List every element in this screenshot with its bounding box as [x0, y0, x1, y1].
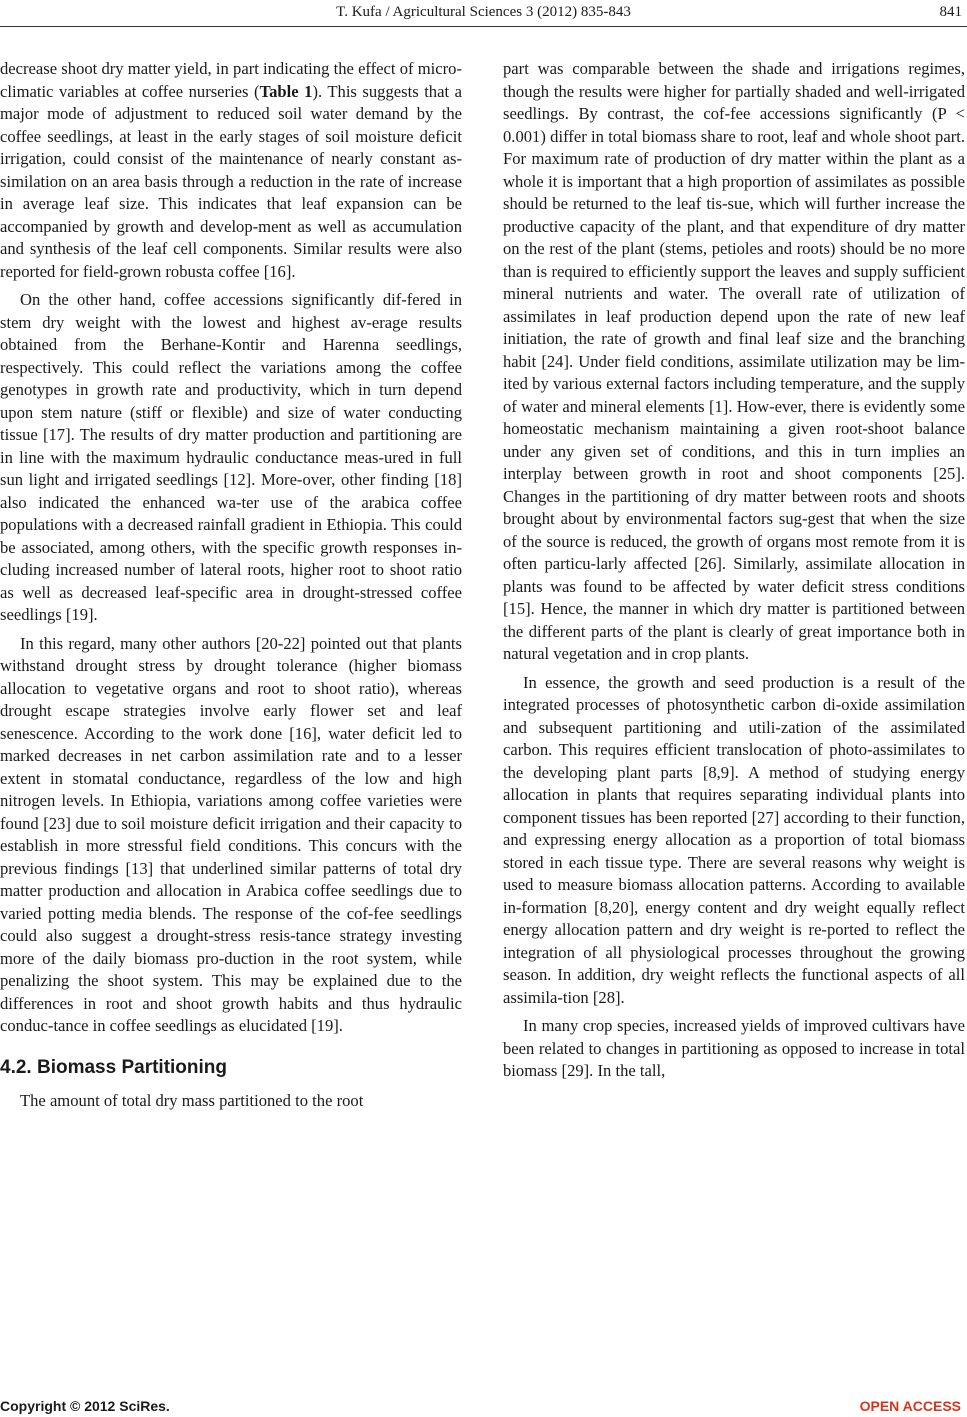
paragraph: On the other hand, coffee accessions significantly dif-fered in stem dry weight with the lowest and highest av-erage results obtained from the Berhane-Kontir and Harenna seedlings, respectively. This could reflect the variations among the coffee genotypes in growth rate and productivity, which in turn depend upon stem nature (stiff or flexible) and size of water conducting tissue [17]. The results of dry matter production and partitioning are in line with the maximum hydraulic conductance meas-ured in full sun light and irrigated seedlings [12]. More-over, other finding [18] also indicated the enhanced wa-ter use of the arabica coffee populations with a decreased rainfall gradient in Ethiopia. This could be associated, among others, with the specific growth responses in-cluding increased number of lateral roots, higher root to shoot ratio as well as decreased leaf-specific area in drought-stressed coffee seedlings [19]. [0, 290, 462, 624]
paragraph-text: decrease shoot dry matter yield, in part indicating the effect of micro-climatic variables at coffee nurseries ( [0, 59, 462, 101]
paragraph: part was comparable between the shade and irrigations regimes, though the results were higher for partially shaded and well-irrigated seedlings. By contrast, the cof-fee accessions significantly (P < 0.001) differ in total biomass share to root, leaf and whole shoot part. For maximum rate of production of dry matter within the plant as a whole it is important that a high proportion of assimilates as possible should be returned to the leaf tis-sue, which will further increase the productive capacity of the plant, and that expenditure of dry matter on the rest of the plant (stems, petioles and roots) should be no more than is required to efficiently support the leaves and supply sufficient mineral nutrients and water. The overall rate of utilization of assimilates in leaf production depend upon the rate of new leaf initiation, the rate of growth and final leaf size and the branching habit [24]. Under field conditions, assimilate utilization may be lim-ited by various external factors including temperature, and the supply of water and mineral elements [1]. How-ever, there is evidently some homeostatic mechanism maintaining a given root-shoot balance under any given set of conditions, and this in turn implies an interplay between growth in root and shoot components [25]. Changes in the partitioning of dry matter between roots and shoots brought about by environmental factors sug-gest that when the size of the source is reduced, the growth of organs most remote from it is often particu-larly affected [26]. Similarly, assimilate allocation in plants was found to be affected by water deficit stress conditions [15]. Hence, the manner in which dry matter is partitioned between the different parts of the plant is clearly of great importance both in natural vegetation and in crop plants. [503, 59, 965, 663]
open-access-label: OPEN ACCESS [859, 1398, 961, 1414]
left-column [0, 58, 462, 1113]
page-number: 841 [939, 4, 962, 20]
paragraph: The amount of total dry mass partitioned to the root [20, 1091, 364, 1110]
paragraph: In essence, the growth and seed production is a result of the integrated processes of photosynthetic carbon di-oxide assimilation and subsequent partitioning and utili-zation of the assimilated carbon. This requires efficient translocation of photo-assimilates to the developing plant parts [8,9]. A method of studying energy allocation in plants that requires separating individual plants into component tissues has been reported [27] according to their function, and expressing energy allocation as a proportion of total biomass stored in each tissue type. There are several reasons why weight is used to measure biomass allocation patterns. According to available in-formation [8,20], energy content and dry weight equally reflect energy allocation pattern and dry weight is re-ported to reflect the integration of all physiological processes throughout the growing season. In addition, dry weight reflects the functional aspects of all assimila-tion [28]. [503, 672, 965, 1007]
table-reference-link[interactable]: Table 1 [259, 81, 313, 101]
running-header [0, 4, 967, 21]
right-column [503, 58, 965, 1083]
section-heading: 4.2. Biomass Partitioning [0, 1056, 227, 1078]
paragraph-text: ). This suggests that a major mode of adjustment to reduced soil water demand by the coffee seedlings, at least in the early stages of soil moisture deficit irrigation, could consist of the maintenance of nearly constant as-similation on an area basis through a reduction in the rate of increase in average leaf size. This indicates that leaf expansion can be accompanied by growth and develop-ment as well as accumulation and synthesis of the leaf cell components. Similar results were also reported for field-grown robusta coffee [16]. [0, 81, 462, 281]
copyright-notice: Copyright © 2012 SciRes. [0, 1398, 170, 1414]
paragraph: In many crop species, increased yields of improved cultivars have been related to changes in partitioning as opposed to increase in total biomass [29]. In the tall, [503, 1016, 965, 1080]
paragraph [0, 58, 462, 283]
header-rule [0, 26, 967, 27]
paragraph: In this regard, many other authors [20-22] pointed out that plants withstand drought stress by drought tolerance (higher biomass allocation to vegetative organs and root to shoot ratio), whereas drought escape strategies involve early flower set and leaf senescence. According to the work done [16], water deficit led to marked decreases in net carbon assimilation rate and to a lesser extent in stomatal conductance, regardless of the low and high nitrogen levels. In Ethiopia, variations among coffee varieties were found [23] due to soil moisture deficit irrigation and their capacity to establish in more stressful field conditions. This concurs with the previous findings [13] that underlined similar patterns of total dry matter production and allocation in Arabica coffee seedlings due to varied potting media blends. The response of the cof-fee seedlings could also suggest a drought-stress resis-tance strategy investing more of the daily biomass pro-duction in the root system, while penalizing the shoot system. This may be explained due to the differences in root and shoot growth habits and thus hydraulic conduc-tance in coffee seedlings as elucidated [19]. [0, 633, 462, 1035]
running-title: T. Kufa / Agricultural Sciences 3 (2012) 835-843 [336, 4, 631, 20]
